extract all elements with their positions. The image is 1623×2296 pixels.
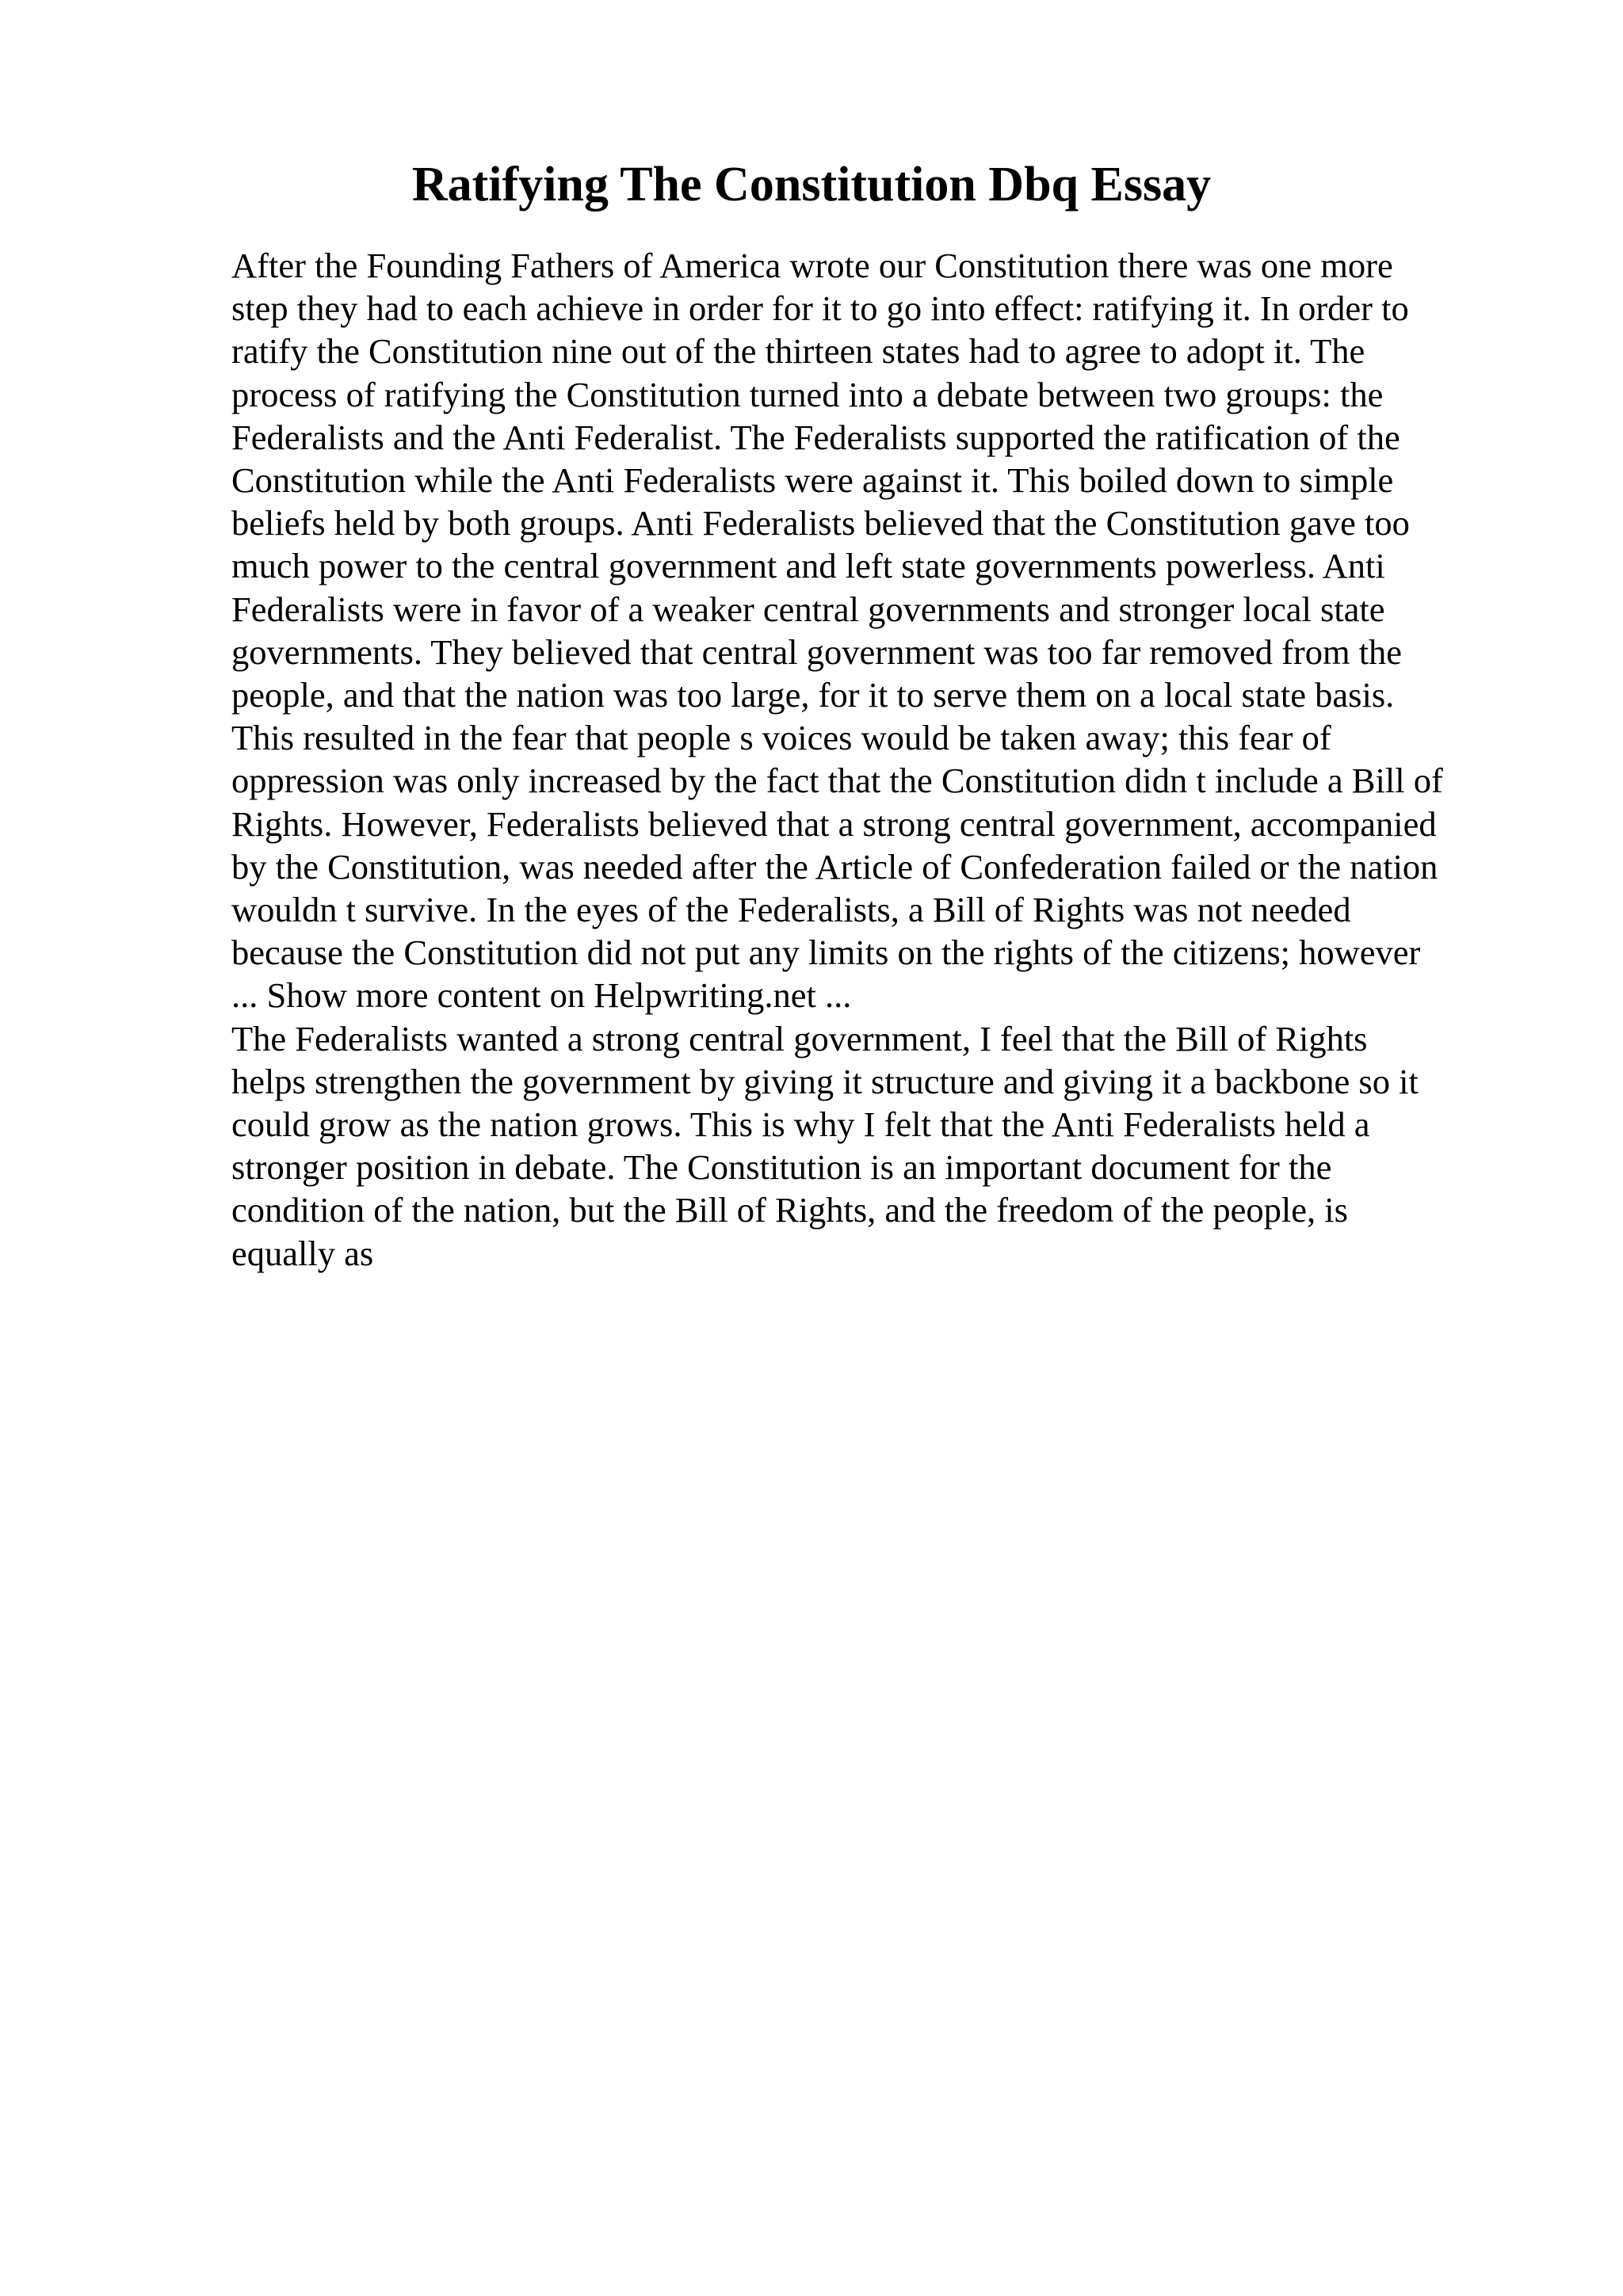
essay-line: could grow as the nation grows. This is why I felt that the Anti Federalists held a	[231, 1104, 1370, 1145]
essay-line: process of ratifying the Constitution turned into a debate between two groups: the	[231, 374, 1384, 414]
essay-line: people, and that the nation was too large, for it to serve them on a local state basis.	[231, 675, 1395, 715]
essay-line: Constitution while the Anti Federalists were against it. This boiled down to simple	[231, 460, 1394, 501]
document-title: Ratifying The Constitution Dbq Essay	[411, 158, 1212, 212]
essay-line: governments. They believed that central government was too far removed from the	[231, 631, 1403, 672]
essay-line: After the Founding Fathers of America wrote our Constitution there was one more	[231, 246, 1393, 285]
essay-body	[231, 244, 1515, 1275]
essay-line: equally as	[231, 1233, 374, 1273]
essay-line: Federalists were in favor of a weaker central governments and stronger local state	[231, 589, 1385, 629]
essay-line: helps strengthen the government by giving it structure and giving it a backbone so it	[231, 1061, 1419, 1101]
essay-line: stronger position in debate. The Constitution is an important document for the	[231, 1147, 1332, 1188]
essay-line: wouldn t survive. In the eyes of the Federalists, a Bill of Rights was not needed	[231, 890, 1351, 930]
essay-line: The Federalists wanted a strong central government, I feel that the Bill of Rights	[231, 1018, 1368, 1058]
essay-line: Federalists and the Anti Federalist. The Federalists supported the ratification of the	[231, 417, 1400, 457]
essay-line: condition of the nation, but the Bill of Rights, and the freedom of the people, is	[231, 1190, 1348, 1230]
essay-line: beliefs held by both groups. Anti Federalists believed that the Constitution gave too	[231, 503, 1410, 543]
essay-line: by the Constitution, was needed after the Article of Confederation failed or the nation	[231, 846, 1438, 887]
essay-line: This resulted in the fear that people s voices would be taken away; this fear of	[231, 718, 1331, 758]
essay-line: oppression was only increased by the fact that the Constitution didn t include a Bill of	[231, 761, 1443, 801]
essay-line: much power to the central government and left state governments powerless. Anti	[231, 546, 1385, 586]
essay-line: ratify the Constitution nine out of the thirteen states had to agree to adopt it. The	[231, 331, 1365, 372]
essay-line: because the Constitution did not put any limits on the rights of the citizens; however	[231, 933, 1421, 973]
essay-line: step they had to each achieve in order for it to go into effect: ratifying it. In order to	[231, 288, 1409, 329]
show-more-link[interactable]: ... Show more content on Helpwriting.net ...	[231, 975, 852, 1016]
essay-line: Rights. However, Federalists believed that a strong central government, accompanied	[231, 803, 1437, 844]
